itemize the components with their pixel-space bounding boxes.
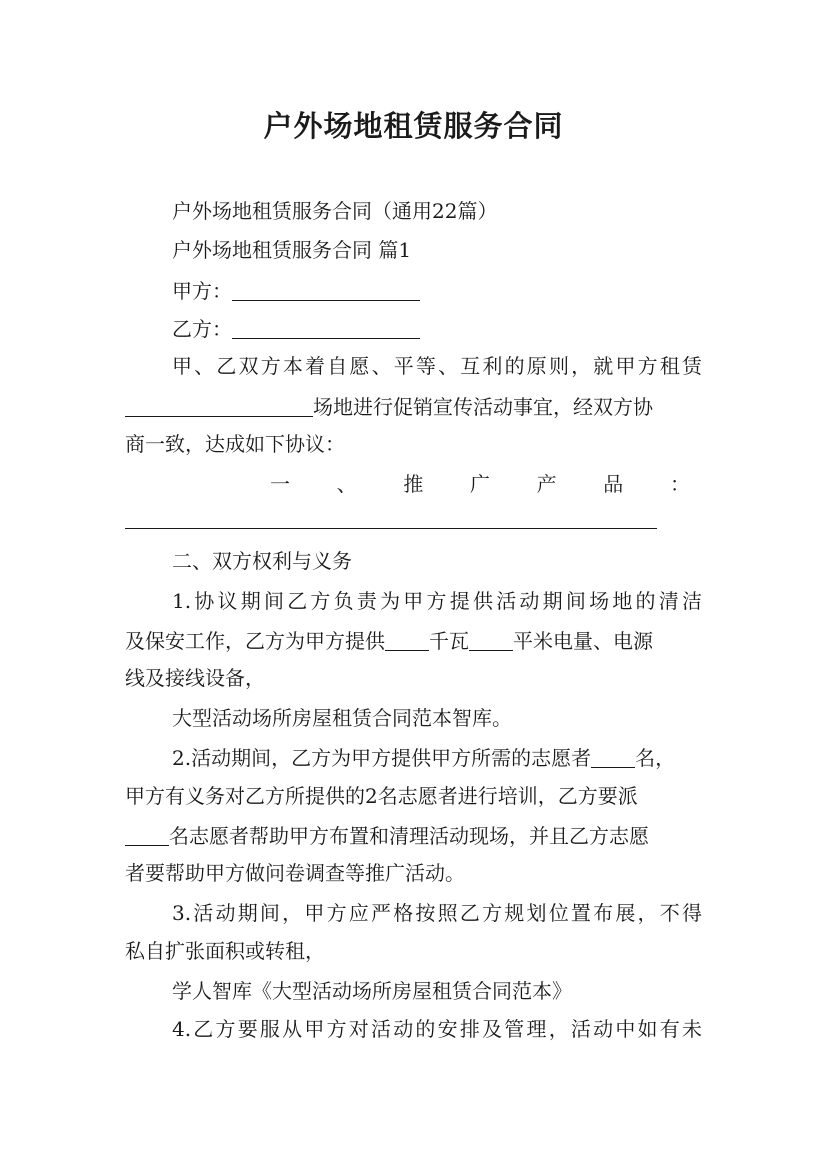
party-a-label: 甲方： (172, 279, 232, 303)
party-a-line (172, 280, 420, 301)
party-b-blank (232, 318, 420, 339)
section1-char: 品 (603, 472, 624, 496)
section2-heading: 二、双方权利与义务 (172, 549, 352, 573)
item1-text: 及保安工作，乙方为甲方提供 (125, 629, 385, 653)
item2-text: 名， (635, 746, 676, 770)
power-blank (385, 630, 429, 651)
section1-char: 广 (469, 472, 490, 496)
section1-heading (270, 474, 690, 494)
volunteer-dispatch-blank (125, 825, 169, 846)
item2-line-4: 者要帮助甲方做问卷调查等推广活动。 (125, 861, 465, 885)
party-b-label: 乙方： (172, 317, 232, 341)
party-b-line (172, 318, 420, 339)
item1-line-3: 线及接线设备， (125, 666, 265, 690)
intro-line-2 (125, 396, 653, 417)
document-title: 户外场地租赁服务合同 (263, 109, 564, 143)
party-a-blank (232, 280, 420, 301)
item2-line-2: 甲方有义务对乙方所提供的2名志愿者进行培训，乙方要派 (125, 784, 638, 808)
intro-line-3: 商一致，达成如下协议： (125, 432, 345, 456)
venue-blank (125, 396, 313, 417)
item3-line-2: 私自扩张面积或转租， (125, 939, 325, 963)
intro-line-1: 甲、乙双方本着自愿、平等、互利的原则，就甲方租赁 (172, 354, 702, 378)
item2-line-1 (172, 747, 675, 768)
section1-char: 产 (536, 472, 557, 496)
section1-char: 、 (336, 472, 357, 496)
item1-line-1: 1.协议期间乙方负责为甲方提供活动期间场地的清洁 (172, 589, 702, 613)
intro-line-2-text: 场地进行促销宣传活动事宜，经双方协 (313, 395, 653, 419)
item1-line-2 (125, 630, 653, 651)
item2-text: 名志愿者帮助甲方布置和清理活动现场，并且乙方志愿 (169, 824, 649, 848)
item4-line-1: 4.乙方要服从甲方对活动的安排及管理，活动中如有未 (172, 1017, 702, 1041)
section1-char: 一 (270, 472, 290, 496)
reference-1: 大型活动场所房屋租赁合同范本智库。 (172, 706, 512, 730)
document-subtitle: 户外场地租赁服务合同（通用22篇） (172, 199, 498, 223)
item3-line-1: 3.活动期间，甲方应严格按照乙方规划位置布展，不得 (172, 901, 702, 925)
area-blank (469, 630, 513, 651)
volunteer-count-blank (591, 747, 635, 768)
item1-text: 千瓦 (429, 629, 469, 653)
reference-2: 学人智库《大型活动场所房屋租赁合同范本》 (172, 979, 572, 1003)
section1-char: ： (669, 472, 690, 496)
item1-text: 平米电量、电源 (513, 629, 653, 653)
item2-text: 2.活动期间，乙方为甲方提供甲方所需的志愿者 (172, 746, 592, 770)
item2-line-3 (125, 825, 649, 846)
product-blank (125, 528, 657, 529)
section1-char: 推 (403, 472, 424, 496)
chapter-heading: 户外场地租赁服务合同 篇1 (172, 238, 412, 262)
